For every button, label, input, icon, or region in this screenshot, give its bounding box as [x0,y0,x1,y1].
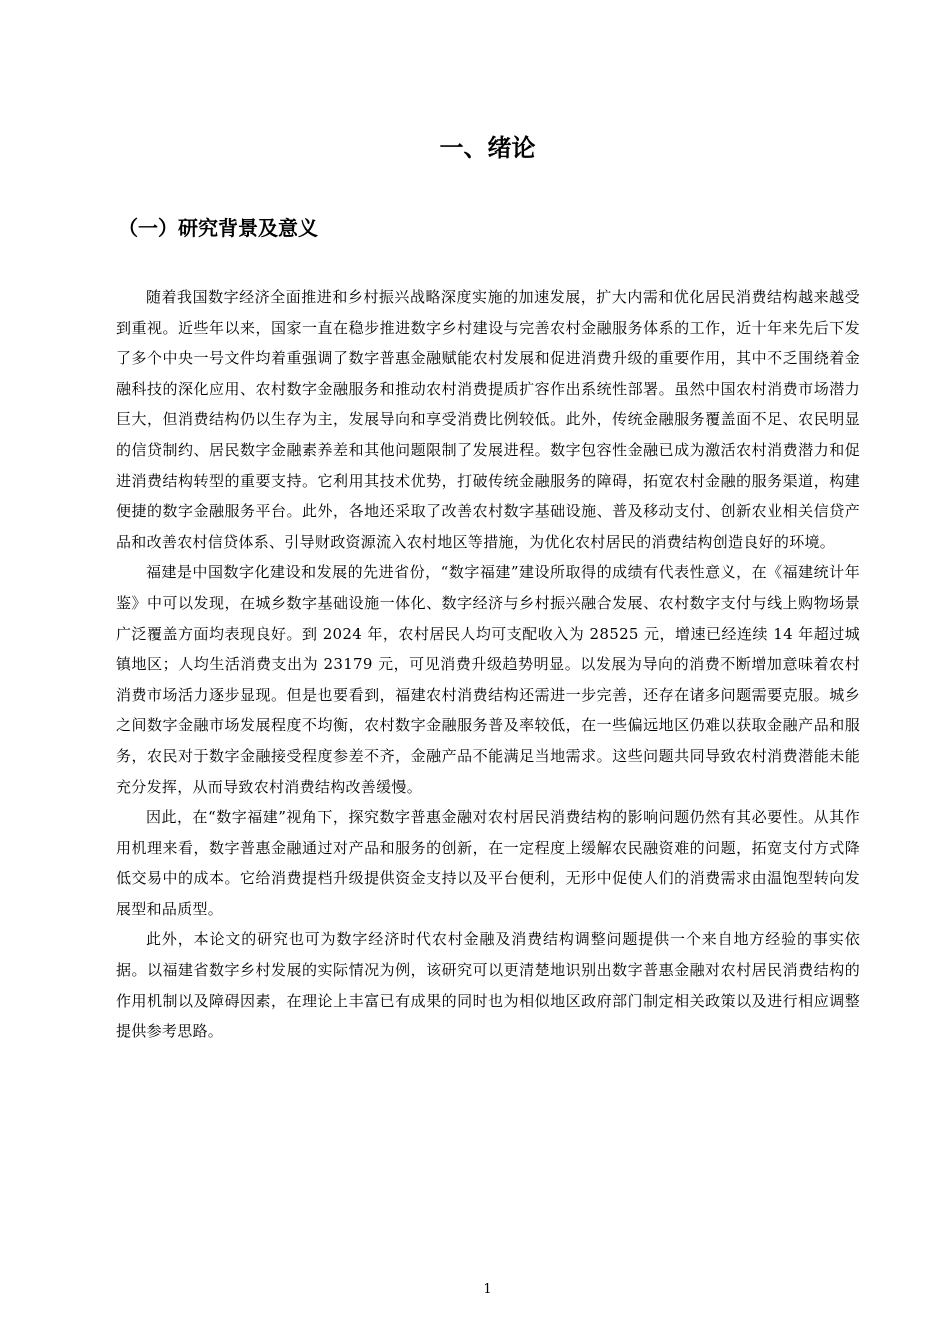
paragraph-2: 福建是中国数字化建设和发展的先进省份，“数字福建”建设所取得的成绩有代表性意义，在《福建统计年鉴》中可以发现，在城乡数字基础设施一体化、数字经济与乡村振兴融合发展、农村数字支付与线上购物场景广泛覆盖方面均表现良好。到 2024 年，农村居民人均可支配收入为 28525 元，增速已经连续 14 年超过城镇地区；人均生活消费支出为 23179 元，可见消费升级趋势明显。以发展为导向的消费不断增加意味着农村消费市场活力逐步显现。但是也要看到，福建农村消费结构还需进一步完善，还存在诸多问题需要克服。城乡之间数字金融市场发展程度不均衡，农村数字金融服务普及率较低，在一些偏远地区仍难以获取金融产品和服务，农民对于数字金融接受程度参差不齐，金融产品不能满足当地需求。这些问题共同导致农村消费潜能未能充分发挥，从而导致农村消费结构改善缓慢。 [116,563,860,796]
page-number: 1 [483,1282,492,1297]
paragraph-1: 随着我国数字经济全面推进和乡村振兴战略深度实施的加速发展，扩大内需和优化居民消费结构越来越受到重视。近些年以来，国家一直在稳步推进数字乡村建设与完善农村金融服务体系的工作，近十年来先后下发了多个中央一号文件均着重强调了数字普惠金融赋能农村发展和促进消费升级的重要作用，其中不乏围绕着金融科技的深化应用、农村数字金融服务和推动农村消费提质扩容作出系统性部署。虽然中国农村消费市场潜力巨大，但消费结构仍以生存为主，发展导向和享受消费比例较低。此外，传统金融服务覆盖面不足、农民明显的信贷制约、居民数字金融素养差和其他问题限制了发展进程。数字包容性金融已成为激活农村消费潜力和促进消费结构转型的重要支持。它利用其技术优势，打破传统金融服务的障碍，拓宽农村金融的服务渠道，构建便捷的数字金融服务平台。此外，各地还采取了改善农村数字基础设施、普及移动支付、创新农业相关信贷产品和改善农村信贷体系、引导财政资源流入农村地区等措施，为优化农村居民的消费结构创造良好的环境。 [116,288,860,551]
section-title: （一）研究背景及意义 [118,216,318,240]
chapter-title: 一、绪论 [439,134,536,162]
body-text [116,282,860,1047]
paragraph-4: 此外，本论文的研究也可为数字经济时代农村金融及消费结构调整问题提供一个来自地方经验的事实依据。以福建省数字乡村发展的实际情况为例，该研究可以更清楚地识别出数字普惠金融对农村居民消费结构的作用机制以及障碍因素，在理论上丰富已有成果的同时也为相似地区政府部门制定相关政策以及进行相应调整提供参考思路。 [116,930,860,1041]
paragraph-3: 因此，在“数字福建”视角下，探究数字普惠金融对农村居民消费结构的影响问题仍然有其必要性。从其作用机理来看，数字普惠金融通过对产品和服务的创新，在一定程度上缓解农民融资难的问题，拓宽支付方式降低交易中的成本。它给消费提档升级提供资金支持以及平台便利，无形中促使人们的消费需求由温饱型转向发展型和品质型。 [116,808,860,918]
